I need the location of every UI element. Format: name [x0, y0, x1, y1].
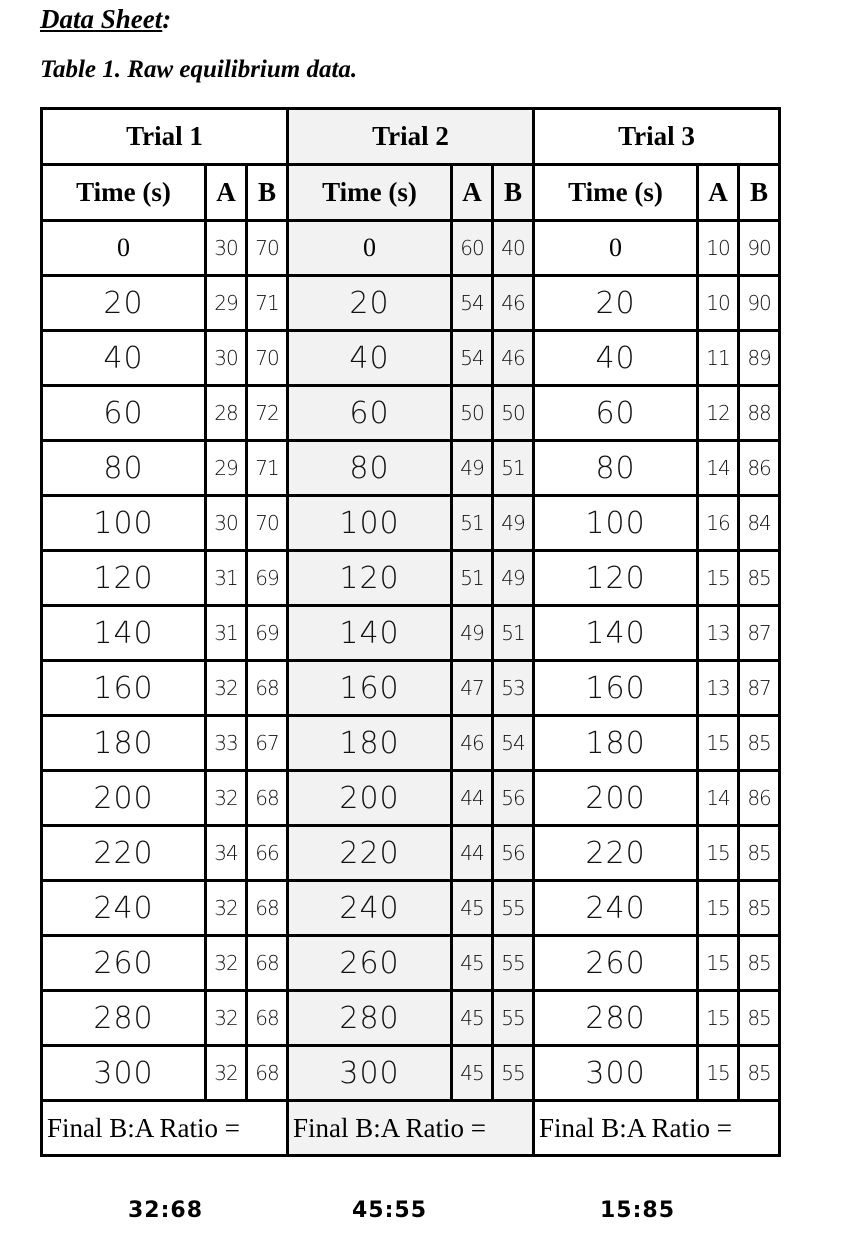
time-cell: 180 [288, 716, 452, 771]
table-row [42, 881, 780, 936]
b-cell: 54 [493, 716, 534, 771]
a-cell: 31 [206, 551, 247, 606]
time-cell: 60 [288, 386, 452, 441]
b-cell: 85 [739, 936, 780, 991]
table-caption: Table 1. Raw equilibrium data. [40, 56, 358, 83]
b-cell: 55 [493, 936, 534, 991]
b-cell: 72 [247, 386, 288, 441]
table-row [42, 551, 780, 606]
b-cell: 67 [247, 716, 288, 771]
a-cell: 32 [206, 991, 247, 1046]
trial-header: Trial 1 [42, 109, 288, 165]
b-cell: 49 [493, 551, 534, 606]
a-cell: 15 [698, 551, 739, 606]
table-row [42, 1046, 780, 1101]
time-cell: 0 [288, 221, 452, 276]
a-cell: 11 [698, 331, 739, 386]
table-row [42, 276, 780, 331]
time-cell: 280 [288, 991, 452, 1046]
time-cell: 300 [42, 1046, 206, 1101]
time-cell: 140 [534, 606, 698, 661]
table-row [42, 221, 780, 276]
time-cell: 300 [534, 1046, 698, 1101]
b-cell: 70 [247, 331, 288, 386]
a-cell: 45 [452, 1046, 493, 1101]
raw-equilibrium-table [40, 107, 781, 1157]
table-row [42, 661, 780, 716]
b-cell: 51 [493, 606, 534, 661]
b-cell: 56 [493, 771, 534, 826]
a-cell: 46 [452, 716, 493, 771]
b-cell: 53 [493, 661, 534, 716]
b-cell: 89 [739, 331, 780, 386]
a-cell: 10 [698, 221, 739, 276]
time-cell: 120 [288, 551, 452, 606]
table-row [42, 936, 780, 991]
a-cell: 30 [206, 221, 247, 276]
b-cell: 55 [493, 881, 534, 936]
time-column-header: Time (s) [42, 165, 206, 221]
time-cell: 300 [288, 1046, 452, 1101]
time-cell: 80 [42, 441, 206, 496]
a-cell: 45 [452, 881, 493, 936]
b-column-header: B [247, 165, 288, 221]
time-cell: 100 [42, 496, 206, 551]
b-cell: 85 [739, 991, 780, 1046]
time-cell: 160 [534, 661, 698, 716]
time-cell: 80 [534, 441, 698, 496]
a-cell: 32 [206, 936, 247, 991]
b-cell: 90 [739, 276, 780, 331]
a-cell: 15 [698, 716, 739, 771]
a-cell: 31 [206, 606, 247, 661]
b-column-header: B [493, 165, 534, 221]
time-cell: 140 [42, 606, 206, 661]
b-cell: 90 [739, 221, 780, 276]
table-row [42, 606, 780, 661]
a-cell: 15 [698, 826, 739, 881]
b-cell: 46 [493, 276, 534, 331]
a-cell: 14 [698, 441, 739, 496]
time-cell: 20 [42, 276, 206, 331]
a-column-header: A [698, 165, 739, 221]
b-cell: 68 [247, 771, 288, 826]
time-cell: 40 [534, 331, 698, 386]
time-column-header: Time (s) [534, 165, 698, 221]
time-cell: 100 [288, 496, 452, 551]
a-cell: 16 [698, 496, 739, 551]
table-row [42, 441, 780, 496]
trial-header: Trial 3 [534, 109, 780, 165]
time-cell: 160 [288, 661, 452, 716]
final-ratio-value: 45:55 [352, 1198, 428, 1223]
table-row [42, 771, 780, 826]
table-row [42, 716, 780, 771]
time-cell: 140 [288, 606, 452, 661]
a-cell: 15 [698, 991, 739, 1046]
b-cell: 68 [247, 661, 288, 716]
a-cell: 14 [698, 771, 739, 826]
final-ratio-value: 15:85 [600, 1198, 676, 1223]
a-cell: 51 [452, 551, 493, 606]
a-cell: 13 [698, 661, 739, 716]
time-cell: 60 [534, 386, 698, 441]
a-cell: 10 [698, 276, 739, 331]
a-cell: 28 [206, 386, 247, 441]
time-cell: 180 [42, 716, 206, 771]
a-column-header: A [452, 165, 493, 221]
a-cell: 32 [206, 1046, 247, 1101]
final-ratio-label: Final B:A Ratio = [42, 1101, 288, 1156]
a-cell: 13 [698, 606, 739, 661]
b-cell: 85 [739, 826, 780, 881]
time-cell: 20 [288, 276, 452, 331]
b-cell: 86 [739, 441, 780, 496]
b-cell: 70 [247, 221, 288, 276]
a-cell: 50 [452, 386, 493, 441]
table-row [42, 386, 780, 441]
b-cell: 87 [739, 661, 780, 716]
a-cell: 30 [206, 331, 247, 386]
a-cell: 33 [206, 716, 247, 771]
b-cell: 46 [493, 331, 534, 386]
a-cell: 32 [206, 881, 247, 936]
b-cell: 49 [493, 496, 534, 551]
a-cell: 54 [452, 331, 493, 386]
b-cell: 68 [247, 936, 288, 991]
time-cell: 280 [42, 991, 206, 1046]
b-cell: 86 [739, 771, 780, 826]
trial-header: Trial 2 [288, 109, 534, 165]
b-cell: 85 [739, 1046, 780, 1101]
b-cell: 85 [739, 716, 780, 771]
b-cell: 55 [493, 991, 534, 1046]
time-cell: 280 [534, 991, 698, 1046]
a-cell: 15 [698, 1046, 739, 1101]
time-cell: 220 [288, 826, 452, 881]
table-row [42, 331, 780, 386]
time-cell: 180 [534, 716, 698, 771]
a-cell: 32 [206, 661, 247, 716]
time-cell: 20 [534, 276, 698, 331]
time-cell: 260 [42, 936, 206, 991]
b-cell: 68 [247, 881, 288, 936]
b-cell: 70 [247, 496, 288, 551]
a-cell: 45 [452, 991, 493, 1046]
time-cell: 200 [288, 771, 452, 826]
time-cell: 40 [42, 331, 206, 386]
time-cell: 220 [42, 826, 206, 881]
final-ratio-label: Final B:A Ratio = [288, 1101, 534, 1156]
a-cell: 54 [452, 276, 493, 331]
b-cell: 69 [247, 551, 288, 606]
b-cell: 68 [247, 991, 288, 1046]
a-cell: 29 [206, 276, 247, 331]
b-cell: 88 [739, 386, 780, 441]
sheet-title-text: Data Sheet [40, 4, 163, 34]
b-column-header: B [739, 165, 780, 221]
a-cell: 44 [452, 771, 493, 826]
b-cell: 56 [493, 826, 534, 881]
b-cell: 40 [493, 221, 534, 276]
b-cell: 55 [493, 1046, 534, 1101]
b-cell: 50 [493, 386, 534, 441]
a-cell: 12 [698, 386, 739, 441]
b-cell: 85 [739, 881, 780, 936]
b-cell: 71 [247, 276, 288, 331]
b-cell: 51 [493, 441, 534, 496]
time-cell: 200 [42, 771, 206, 826]
a-cell: 49 [452, 441, 493, 496]
time-cell: 60 [42, 386, 206, 441]
final-ratio-value: 32:68 [128, 1198, 204, 1223]
b-cell: 68 [247, 1046, 288, 1101]
time-cell: 240 [534, 881, 698, 936]
time-cell: 240 [42, 881, 206, 936]
table-body [42, 221, 780, 1101]
a-cell: 30 [206, 496, 247, 551]
a-cell: 32 [206, 771, 247, 826]
sheet-title [40, 4, 171, 35]
b-cell: 85 [739, 551, 780, 606]
a-cell: 44 [452, 826, 493, 881]
sheet-title-colon: : [162, 4, 172, 34]
table-row [42, 991, 780, 1046]
time-cell: 260 [534, 936, 698, 991]
a-cell: 15 [698, 936, 739, 991]
time-cell: 260 [288, 936, 452, 991]
a-cell: 60 [452, 221, 493, 276]
a-column-header: A [206, 165, 247, 221]
b-cell: 69 [247, 606, 288, 661]
time-cell: 160 [42, 661, 206, 716]
time-cell: 40 [288, 331, 452, 386]
a-cell: 29 [206, 441, 247, 496]
time-cell: 240 [288, 881, 452, 936]
time-cell: 0 [42, 221, 206, 276]
a-cell: 49 [452, 606, 493, 661]
b-cell: 66 [247, 826, 288, 881]
time-cell: 120 [42, 551, 206, 606]
a-cell: 45 [452, 936, 493, 991]
a-cell: 15 [698, 881, 739, 936]
a-cell: 47 [452, 661, 493, 716]
time-column-header: Time (s) [288, 165, 452, 221]
time-cell: 120 [534, 551, 698, 606]
b-cell: 71 [247, 441, 288, 496]
b-cell: 84 [739, 496, 780, 551]
time-cell: 80 [288, 441, 452, 496]
a-cell: 34 [206, 826, 247, 881]
final-ratio-label: Final B:A Ratio = [534, 1101, 780, 1156]
table-row [42, 826, 780, 881]
table-row [42, 496, 780, 551]
b-cell: 87 [739, 606, 780, 661]
time-cell: 220 [534, 826, 698, 881]
time-cell: 0 [534, 221, 698, 276]
a-cell: 51 [452, 496, 493, 551]
time-cell: 100 [534, 496, 698, 551]
time-cell: 200 [534, 771, 698, 826]
